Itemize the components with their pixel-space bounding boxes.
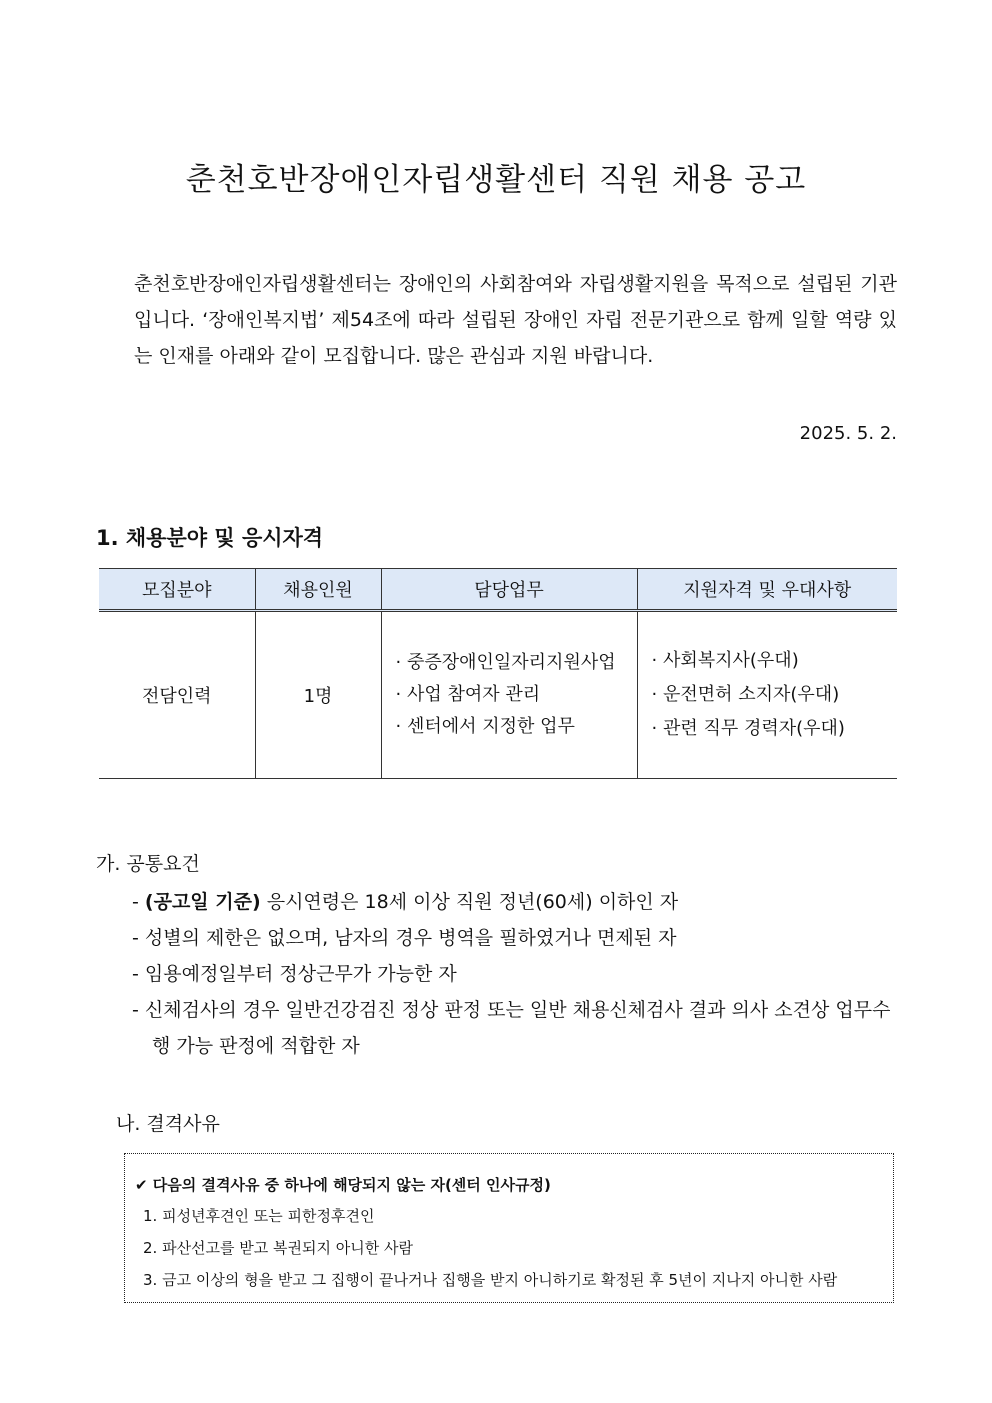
header-qualifications: 지원자격 및 우대사항: [637, 569, 897, 611]
cell-qualifications: [637, 611, 897, 779]
recruitment-table: [99, 568, 897, 779]
list-item: · 중증장애인일자리지원사업: [396, 647, 637, 679]
list-item: · 사업 참여자 관리: [396, 679, 637, 711]
table-row: [99, 611, 897, 779]
header-count: 채용인원: [255, 569, 381, 611]
header-duties: 담당업무: [381, 569, 637, 611]
intro-paragraph: [134, 266, 897, 374]
section-heading-recruitment: 1. 채용분야 및 응시자격: [96, 526, 324, 550]
list-item: · 운전면허 소지자(우대): [652, 678, 898, 712]
disqualification-box: [124, 1153, 894, 1303]
page-title: 춘천호반장애인자립생활센터 직원 채용 공고: [185, 162, 807, 198]
list-item: [132, 956, 897, 992]
item-text: 응시연령은 18세 이상 직원 정년(60세) 이하인 자: [260, 891, 679, 913]
list-item: · 센터에서 지정한 업무: [396, 711, 637, 743]
disqualification-list: [135, 1200, 893, 1296]
dash-prefix: -: [132, 999, 145, 1021]
list-item: · 관련 직무 경력자(우대): [652, 712, 898, 746]
list-item: 3. 금고 이상의 형을 받고 그 집행이 끝나거나 집행을 받지 아니하기로 확정된 후 5년이 지나지 아니한 사람: [143, 1271, 838, 1289]
dash-prefix: -: [132, 927, 145, 949]
item-text: 성별의 제한은 없으며, 남자의 경우 병역을 필하였거나 면제된 자: [144, 927, 677, 949]
header-field: 모집분야: [99, 569, 255, 611]
common-requirements-list: [132, 884, 897, 1064]
cell-count: 1명: [255, 611, 381, 779]
cell-field: 전담인력: [99, 611, 255, 779]
duties-list: [382, 647, 637, 743]
list-item: [132, 884, 897, 920]
disqualification-box-title: ✔ 다음의 결격사유 중 하나에 해당되지 않는 자(센터 인사규정): [135, 1176, 551, 1194]
dash-prefix: -: [132, 891, 145, 913]
item-text: 임용예정일부터 정상근무가 가능한 자: [144, 963, 457, 985]
qualifications-list: [638, 644, 898, 746]
dash-prefix: -: [132, 963, 145, 985]
list-item: [132, 920, 897, 956]
cell-duties: [381, 611, 637, 779]
disqualification-heading: 나. 결격사유: [116, 1113, 220, 1135]
list-item: 2. 파산선고를 받고 복권되지 아니한 사람: [143, 1239, 413, 1257]
table-header-row: [99, 569, 897, 611]
bold-criterion: (공고일 기준): [144, 891, 261, 913]
list-item: 1. 피성년후견인 또는 피한정후견인: [143, 1207, 375, 1225]
list-item: [132, 992, 897, 1064]
item-text: 신체검사의 경우 일반건강검진 정상 판정 또는 일반 채용신체검사 결과 의사 소견상 업무수행 가능 판정에 적합한 자: [144, 999, 891, 1057]
intro-text: 춘천호반장애인자립생활센터는 장애인의 사회참여와 자립생활지원을 목적으로 설립된 기관입니다. ‘장애인복지법’ 제54조에 따라 설립된 장애인 자립 전문기관으로 함께 일할 역량 있는 인재를 아래와 같이 모집합니다. 많은 관심과 지원 바랍니다.: [134, 273, 897, 367]
announcement-date: 2025. 5. 2.: [799, 423, 897, 444]
list-item: · 사회복지사(우대): [652, 644, 898, 678]
common-requirements-heading: 가. 공통요건: [96, 853, 200, 875]
